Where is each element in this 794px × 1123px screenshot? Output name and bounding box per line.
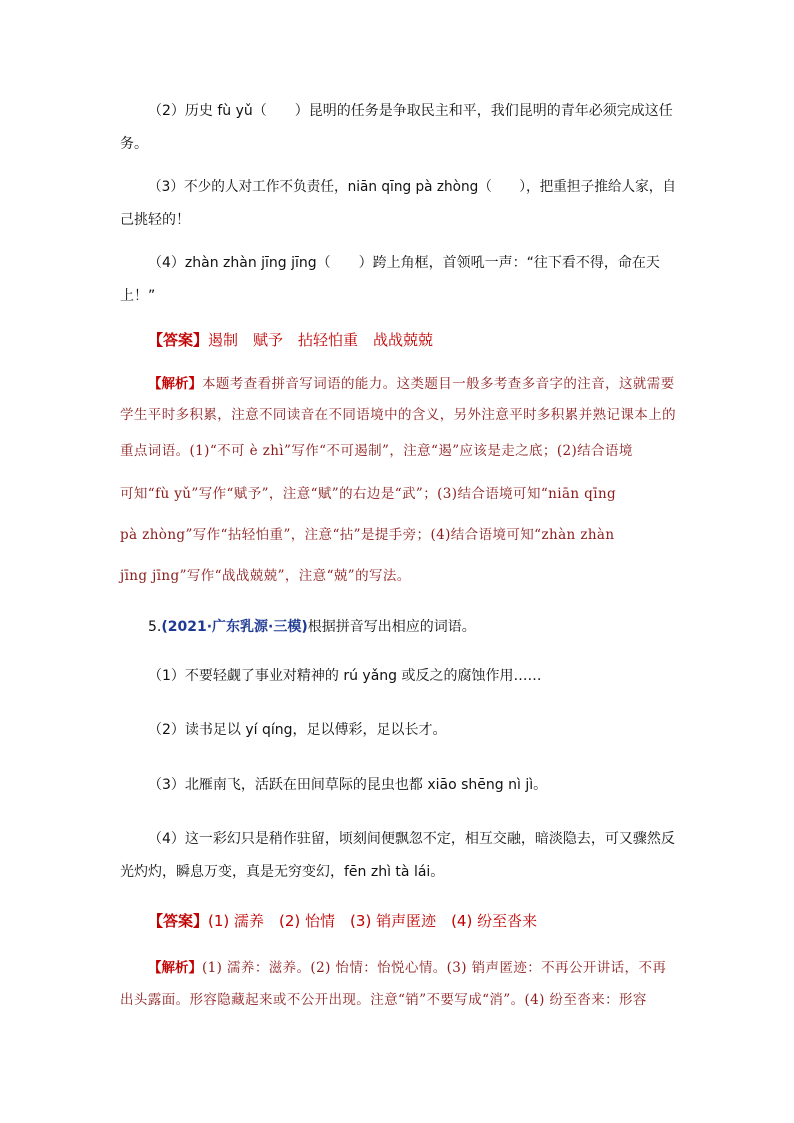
- q4-item-2-line-1: （2）历史 fù yǔ（ ）昆明的任务是争取民主和平，我们昆明的青年必须完成这任: [148, 103, 673, 119]
- q4-analysis-line-3: 重点词语。(1)“不可 è zhì”写作“不可遏制”，注意“遏”应该是走之底；(2)结合语境: [120, 443, 633, 459]
- q4-analysis-line-2: 学生平时多积累，注意不同读音在不同语境中的含义，另外注意平时多积累并熟记课本上的: [120, 407, 676, 423]
- q5-item-1: （1）不要轻觑了事业对精神的 rú yǎng 或反之的腐蚀作用……: [148, 668, 542, 684]
- q4-answer: [148, 330, 433, 350]
- q5-answer: [148, 911, 537, 931]
- q4-item-4-line-2: 上！”: [120, 288, 156, 304]
- q4-item-4-line-1: （4）zhàn zhàn jīng jīng（ ）跨上角框，首领吼一声：“往下看不得，命在天: [148, 255, 660, 271]
- q5-item-2: （2）读书足以 yí qíng，足以傅彩，足以长才。: [148, 722, 447, 738]
- question-source: (2021·广东乳源·三模): [161, 619, 308, 635]
- q5-item-4-line-1: （4）这一彩幻只是稍作驻留，顷刻间便飘忽不定，相互交融，暗淡隐去，可又骤然反: [148, 831, 675, 847]
- q5-stem: [148, 617, 476, 637]
- question-prompt: 根据拼音写出相应的词语。: [307, 619, 476, 635]
- q4-item-3-line-1: （3）不少的人对工作不负责任，niān qīng pà zhòng（ ），把重担子推给人家，自: [148, 179, 677, 195]
- analysis-text: 本题考查看拼音写词语的能力。这类题目一般多考查多音字的注音，这就需要: [202, 376, 675, 392]
- q4-analysis-line-6: jīng jīng”写作“战战兢兢”，注意“兢”的写法。: [120, 568, 411, 584]
- answer-text: (1) 濡养 (2) 怡情 (3) 销声匿迹 (4) 纷至沓来: [208, 912, 538, 930]
- answer-text: 遏制 赋予 拈轻怕重 战战兢兢: [208, 331, 434, 349]
- q5-analysis-line-1: [148, 958, 666, 978]
- q4-analysis-line-4: 可知“fù yǔ”写作“赋予”，注意“赋”的右边是“武”；(3)结合语境可知“niān qīng: [120, 486, 617, 502]
- q4-item-2-line-2: 务。: [120, 136, 148, 152]
- q5-item-4-line-2: 光灼灼，瞬息万变，真是无穷变幻，fēn zhì tà lái。: [120, 864, 445, 880]
- q4-analysis-line-5: pà zhòng”写作“拈轻怕重”，注意“拈”是提手旁；(4)结合语境可知“zhàn zhàn: [120, 527, 615, 543]
- question-number: 5.: [148, 619, 162, 635]
- answer-tag: 【答案】: [148, 331, 209, 349]
- analysis-text: (1) 濡养：滋养。(2) 怡情：怡悦心情。(3) 销声匿迹：不再公开讲话，不再: [202, 960, 667, 976]
- analysis-tag: 【解析】: [148, 960, 202, 976]
- q4-item-3-line-2: 己挑轻的！: [120, 212, 190, 228]
- analysis-tag: 【解析】: [148, 376, 202, 392]
- q5-item-3: （3）北雁南飞，活跃在田间草际的昆虫也都 xiāo shēng nì jì。: [148, 777, 548, 793]
- q4-analysis-line-1: [148, 374, 675, 394]
- q5-analysis-line-2: 出头露面。形容隐藏起来或不公开出现。注意“销”不要写成“消”。(4) 纷至沓来：形容: [120, 992, 647, 1008]
- answer-tag: 【答案】: [148, 912, 209, 930]
